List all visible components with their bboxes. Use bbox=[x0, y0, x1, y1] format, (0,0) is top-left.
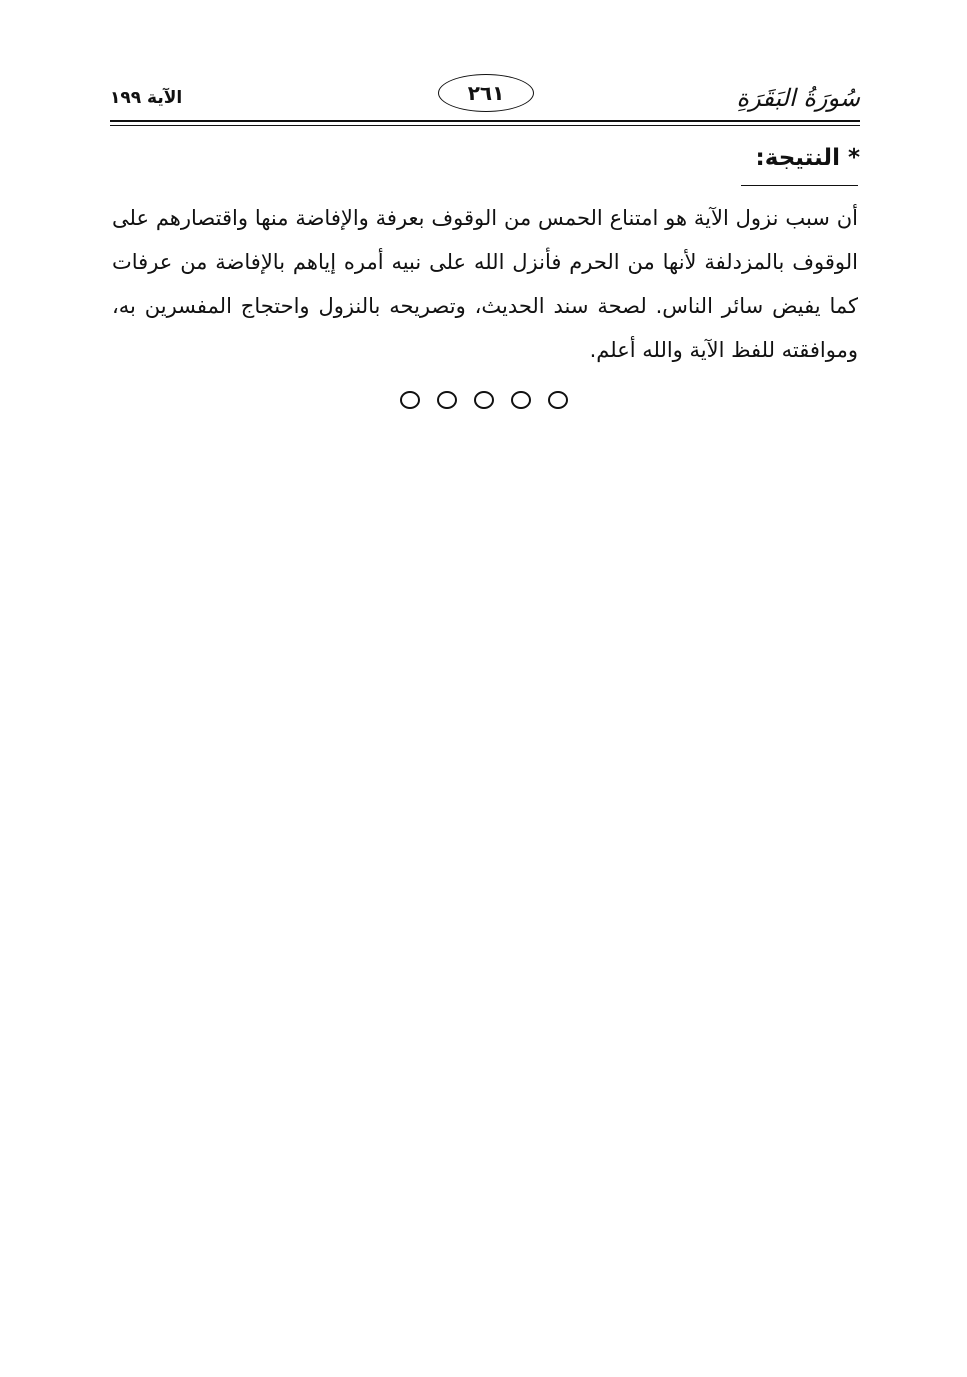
surah-name: سُورَةُ البَقَرَةِ bbox=[736, 84, 860, 112]
ring-ornament-icon bbox=[400, 391, 420, 409]
page-header bbox=[110, 72, 860, 124]
body-paragraph: أن سبب نزول الآية هو امتناع الحمس من الوقوف بعرفة والإفاضة منها واقتصارهم على الوقوف بالمزدلفة لأنها من الحرم فأنزل الله على نبيه أمره إياهم بالإفاضة من عرفات كما يفيض سائر الناس. لصحة سند الحديث، وتصريحه بالنزول واحتجاج المفسرين به، وموافقته للفظ الآية والله أعلم. bbox=[112, 206, 858, 362]
section-heading: * النتيجة: bbox=[755, 145, 860, 171]
ring-ornament-icon bbox=[437, 391, 457, 409]
section-separator bbox=[400, 387, 568, 413]
ring-ornament-icon bbox=[548, 391, 568, 409]
ayah-label: الآية ١٩٩ bbox=[110, 88, 183, 108]
ring-ornament-icon bbox=[511, 391, 531, 409]
header-rule-thin bbox=[110, 125, 860, 126]
heading-underline bbox=[741, 185, 858, 186]
ring-ornament-icon bbox=[474, 391, 494, 409]
header-rule-thick bbox=[110, 120, 860, 122]
page-number: ٢٦١ bbox=[438, 74, 534, 112]
